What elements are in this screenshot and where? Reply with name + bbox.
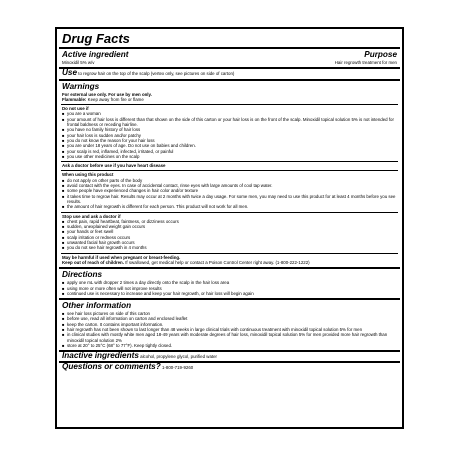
keep-out-label: Keep out of reach of children. (62, 259, 124, 265)
purpose-heading: Purpose (364, 50, 397, 59)
list-item: ■ hair regrowth has not been shown to last longer than 48 weeks in large clinical trials with continuous treatment with minoxidil topical solution 5% for men (62, 326, 363, 332)
list-item: ■ continued use is necessary to increase and keep your hair regrowth, or hair loss will begin again (62, 290, 254, 296)
use-text: to regrow hair on the top of the scalp (vertex only, see pictures on side of carton) (78, 71, 235, 77)
warnings-heading: Warnings (62, 81, 100, 91)
pregnancy-warning: May be harmful if used when pregnant or breast-feeding. (62, 254, 181, 260)
list-item: ■ avoid contact with the eyes. In case of accidental contact, rinse eyes with large amounts of cool tap water. (62, 183, 273, 189)
external-use-warning: For external use only. For use by men only. (62, 91, 152, 97)
drug-facts-title: Drug Facts (62, 31, 130, 46)
list-item: ■ apply one mL with dropper 2 times a day directly onto the scalp in the hair loss area (62, 280, 230, 286)
use-heading: Use (62, 68, 78, 78)
drug-facts-panel (55, 27, 404, 429)
list-item: ■ using more or more often will not improve results (62, 285, 162, 291)
list-item: ■ you are under 18 years of age. Do not use on babies and children. (62, 143, 196, 149)
when-using-heading: When using this product (62, 172, 114, 178)
active-ingredient-value: Minoxidil 5% w/v (62, 60, 95, 65)
questions-section (57, 363, 402, 372)
directions-heading: Directions (62, 270, 103, 280)
warnings-section (57, 81, 402, 105)
list-item: ■ your hair loss is sudden and/or patchy (62, 132, 141, 138)
use-section (57, 69, 402, 78)
flammable-warning (62, 97, 397, 102)
list-item: ■ see hair loss pictures on side of this carton (62, 311, 150, 317)
when-using-section (57, 171, 402, 211)
other-information-section (57, 300, 402, 350)
inactive-ingredients-heading: Inactive ingredients (62, 351, 139, 361)
ask-doctor-section (57, 162, 402, 170)
keep-out-text: If swallowed, get medical help or contact a Poison Control Center right away. (1-800-222-1222) (125, 259, 310, 265)
inactive-ingredients-section (57, 352, 402, 361)
list-item: ■ unwanted facial hair growth occurs (62, 240, 135, 246)
list-item: ■ some people have experienced changes in hair color and/or texture (62, 188, 199, 194)
list-item: ■ do not apply on other parts of the body (62, 177, 143, 183)
list-item: ■ your hands or feet swell (62, 229, 114, 235)
active-ingredient-section (57, 49, 402, 67)
flammable-label: Flammable: (62, 96, 87, 102)
list-item: ■ you are a woman (62, 111, 101, 117)
active-ingredient-heading: Active ingredient (62, 50, 129, 59)
do-not-use-heading: Do not use if (62, 106, 89, 112)
directions-section (57, 269, 402, 298)
list-item: ■ your amount of hair loss is different than that shown on the side of this carton or your hair loss is on the front of the scalp. Minoxidil topical solution 5% is not intended for frontal baldness or receding hairline. (62, 116, 394, 128)
list-item: ■ the amount of hair regrowth is different for each person. This product will not work for all men. (62, 204, 249, 210)
keep-out-warning (62, 260, 397, 265)
questions-phone: 1-800-719-9260 (161, 365, 194, 371)
list-item: ■ you use other medicines on the scalp (62, 153, 140, 159)
questions-heading: Questions or comments? (62, 362, 161, 372)
list-item: ■ you do not see hair regrowth in 4 months (62, 245, 147, 251)
list-item: ■ sudden, unexplained weight gain occurs (62, 224, 146, 230)
list-item: ■ scalp irritation or redness occurs (62, 234, 131, 240)
list-item: ■ before use, read all information on carton and enclosed leaflet (62, 316, 188, 322)
pregnancy-section (57, 254, 402, 268)
list-item: ■ it takes time to regrow hair. Results may occur at 2 months with twice a day usage. For some men, you may need to use this product for at least 4 months before you see results. (62, 193, 396, 204)
list-item: ■ in clinical studies with mostly white men aged 18-49 years with moderate degrees of hair loss, minoxidil topical solution 5% for men provided more hair regrowth than minoxidil topical solution 2% (62, 332, 388, 343)
flammable-text: Keep away from fire or flame (87, 96, 144, 102)
list-item: ■ store at 20° to 25°C (68° to 77°F). Keep tightly closed. (62, 342, 173, 348)
stop-use-heading: Stop use and ask a doctor if (62, 213, 121, 219)
do-not-use-section (57, 105, 402, 161)
purpose-value: Hair regrowth treatment for men (334, 60, 397, 65)
list-item: ■ you do not know the reason for your hair loss (62, 137, 155, 143)
stop-use-section (57, 213, 402, 253)
list-item: ■ your scalp is red, inflamed, infected, irritated, or painful (62, 148, 174, 154)
ask-doctor-text: Ask a doctor before use if you have heart disease (62, 163, 166, 169)
list-item: ■ chest pain, rapid heartbeat, faintness, or dizziness occurs (62, 218, 179, 224)
inactive-ingredients-text: alcohol, propylene glycol, purified water (140, 354, 218, 360)
other-information-heading: Other information (62, 301, 132, 311)
list-item: ■ keep the carton. It contains important information. (62, 321, 164, 327)
list-item: ■ you have no family history of hair loss (62, 127, 141, 133)
